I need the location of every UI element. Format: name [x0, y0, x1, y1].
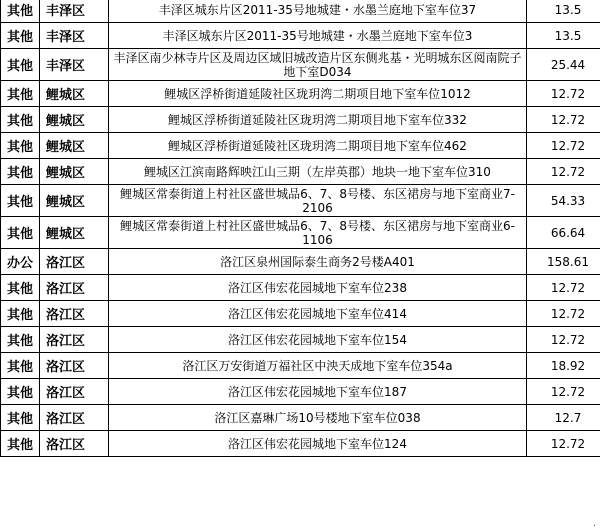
district-cell: 鲤城区 — [40, 217, 109, 249]
area-cell: 54.33 — [527, 185, 600, 217]
type-cell: 其他 — [1, 405, 40, 431]
type-cell: 其他 — [1, 133, 40, 159]
location-cell: 洛江区伟宏花园城地下室车位187 — [109, 379, 527, 405]
location-cell: 洛江区伟宏花园城地下室车位414 — [109, 301, 527, 327]
type-cell: 其他 — [1, 379, 40, 405]
location-cell: 鲤城区浮桥街道延陵社区珑玥湾二期项目地下室车位462 — [109, 133, 527, 159]
type-cell: 其他 — [1, 275, 40, 301]
area-cell: 66.64 — [527, 217, 600, 249]
type-cell: 其他 — [1, 49, 40, 81]
type-cell: 其他 — [1, 353, 40, 379]
type-cell: 其他 — [1, 23, 40, 49]
area-cell: 12.72 — [527, 379, 600, 405]
area-cell: 25.44 — [527, 49, 600, 81]
area-cell: 12.72 — [527, 327, 600, 353]
district-cell: 洛江区 — [40, 431, 109, 457]
area-cell: 13.5 — [527, 0, 600, 23]
district-cell: 洛江区 — [40, 275, 109, 301]
type-cell: 其他 — [1, 327, 40, 353]
type-cell: 其他 — [1, 185, 40, 217]
table-row — [1, 185, 600, 217]
table-row — [1, 133, 600, 159]
location-cell: 洛江区泉州国际泰生商务2号楼A401 — [109, 249, 527, 275]
type-cell: 其他 — [1, 107, 40, 133]
area-cell: 13.5 — [527, 23, 600, 49]
area-cell: 12.72 — [527, 81, 600, 107]
district-cell: 洛江区 — [40, 249, 109, 275]
district-cell: 鲤城区 — [40, 185, 109, 217]
district-cell: 丰泽区 — [40, 49, 109, 81]
table-row — [1, 405, 600, 431]
area-cell: 12.72 — [527, 159, 600, 185]
table-row — [1, 353, 600, 379]
district-cell: 丰泽区 — [40, 0, 109, 23]
type-cell: 其他 — [1, 431, 40, 457]
district-cell: 洛江区 — [40, 327, 109, 353]
table-row — [1, 379, 600, 405]
district-cell: 洛江区 — [40, 301, 109, 327]
table-row — [1, 81, 600, 107]
district-cell: 鲤城区 — [40, 107, 109, 133]
area-cell: 18.92 — [527, 353, 600, 379]
area-cell: 12.72 — [527, 107, 600, 133]
table-row — [1, 327, 600, 353]
location-cell: 丰泽区城东片区2011-35号地城建・水墨兰庭地下室车位37 — [109, 0, 527, 23]
type-cell: 办公 — [1, 249, 40, 275]
table-row — [1, 0, 600, 23]
area-cell: 158.61 — [527, 249, 600, 275]
location-cell: 鲤城区浮桥街道延陵社区珑玥湾二期项目地下室车位1012 — [109, 81, 527, 107]
location-cell: 洛江区伟宏花园城地下室车位124 — [109, 431, 527, 457]
table-row — [1, 107, 600, 133]
table-row — [1, 301, 600, 327]
location-cell: 洛江区伟宏花园城地下室车位238 — [109, 275, 527, 301]
district-cell: 洛江区 — [40, 353, 109, 379]
district-cell: 洛江区 — [40, 405, 109, 431]
table-row — [1, 159, 600, 185]
table-row — [1, 23, 600, 49]
district-cell: 鲤城区 — [40, 81, 109, 107]
area-cell: 12.72 — [527, 301, 600, 327]
district-cell: 洛江区 — [40, 379, 109, 405]
table-row — [1, 49, 600, 81]
watermark-mark: . — [592, 518, 596, 529]
district-cell: 鲤城区 — [40, 133, 109, 159]
area-cell: 12.72 — [527, 133, 600, 159]
district-cell: 鲤城区 — [40, 159, 109, 185]
location-cell: 洛江区嘉琳广场10号楼地下室车位038 — [109, 405, 527, 431]
location-cell: 洛江区伟宏花园城地下室车位154 — [109, 327, 527, 353]
location-cell: 丰泽区南少林寺片区及周边区域旧城改造片区东侧兆基・光明城东区阅南院子地下室D034 — [109, 49, 527, 81]
table-row — [1, 217, 600, 249]
area-cell: 12.72 — [527, 275, 600, 301]
location-cell: 鲤城区常泰街道上村社区盛世城品6、7、8号楼、东区裙房与地下室商业6-1106 — [109, 217, 527, 249]
type-cell: 其他 — [1, 217, 40, 249]
area-cell: 12.72 — [527, 431, 600, 457]
type-cell: 其他 — [1, 159, 40, 185]
location-cell: 洛江区万安街道万福社区中泱天成地下室车位354a — [109, 353, 527, 379]
type-cell: 其他 — [1, 0, 40, 23]
table-row — [1, 249, 600, 275]
area-cell: 12.7 — [527, 405, 600, 431]
district-cell: 丰泽区 — [40, 23, 109, 49]
location-cell: 鲤城区常泰街道上村社区盛世城品6、7、8号楼、东区裙房与地下室商业7-2106 — [109, 185, 527, 217]
location-cell: 鲤城区浮桥街道延陵社区珑玥湾二期项目地下室车位332 — [109, 107, 527, 133]
type-cell: 其他 — [1, 301, 40, 327]
table-row — [1, 431, 600, 457]
type-cell: 其他 — [1, 81, 40, 107]
location-cell: 丰泽区城东片区2011-35号地城建・水墨兰庭地下室车位3 — [109, 23, 527, 49]
table-row — [1, 275, 600, 301]
location-cell: 鲤城区江滨南路辉映江山三期（左岸英郡）地块一地下室车位310 — [109, 159, 527, 185]
